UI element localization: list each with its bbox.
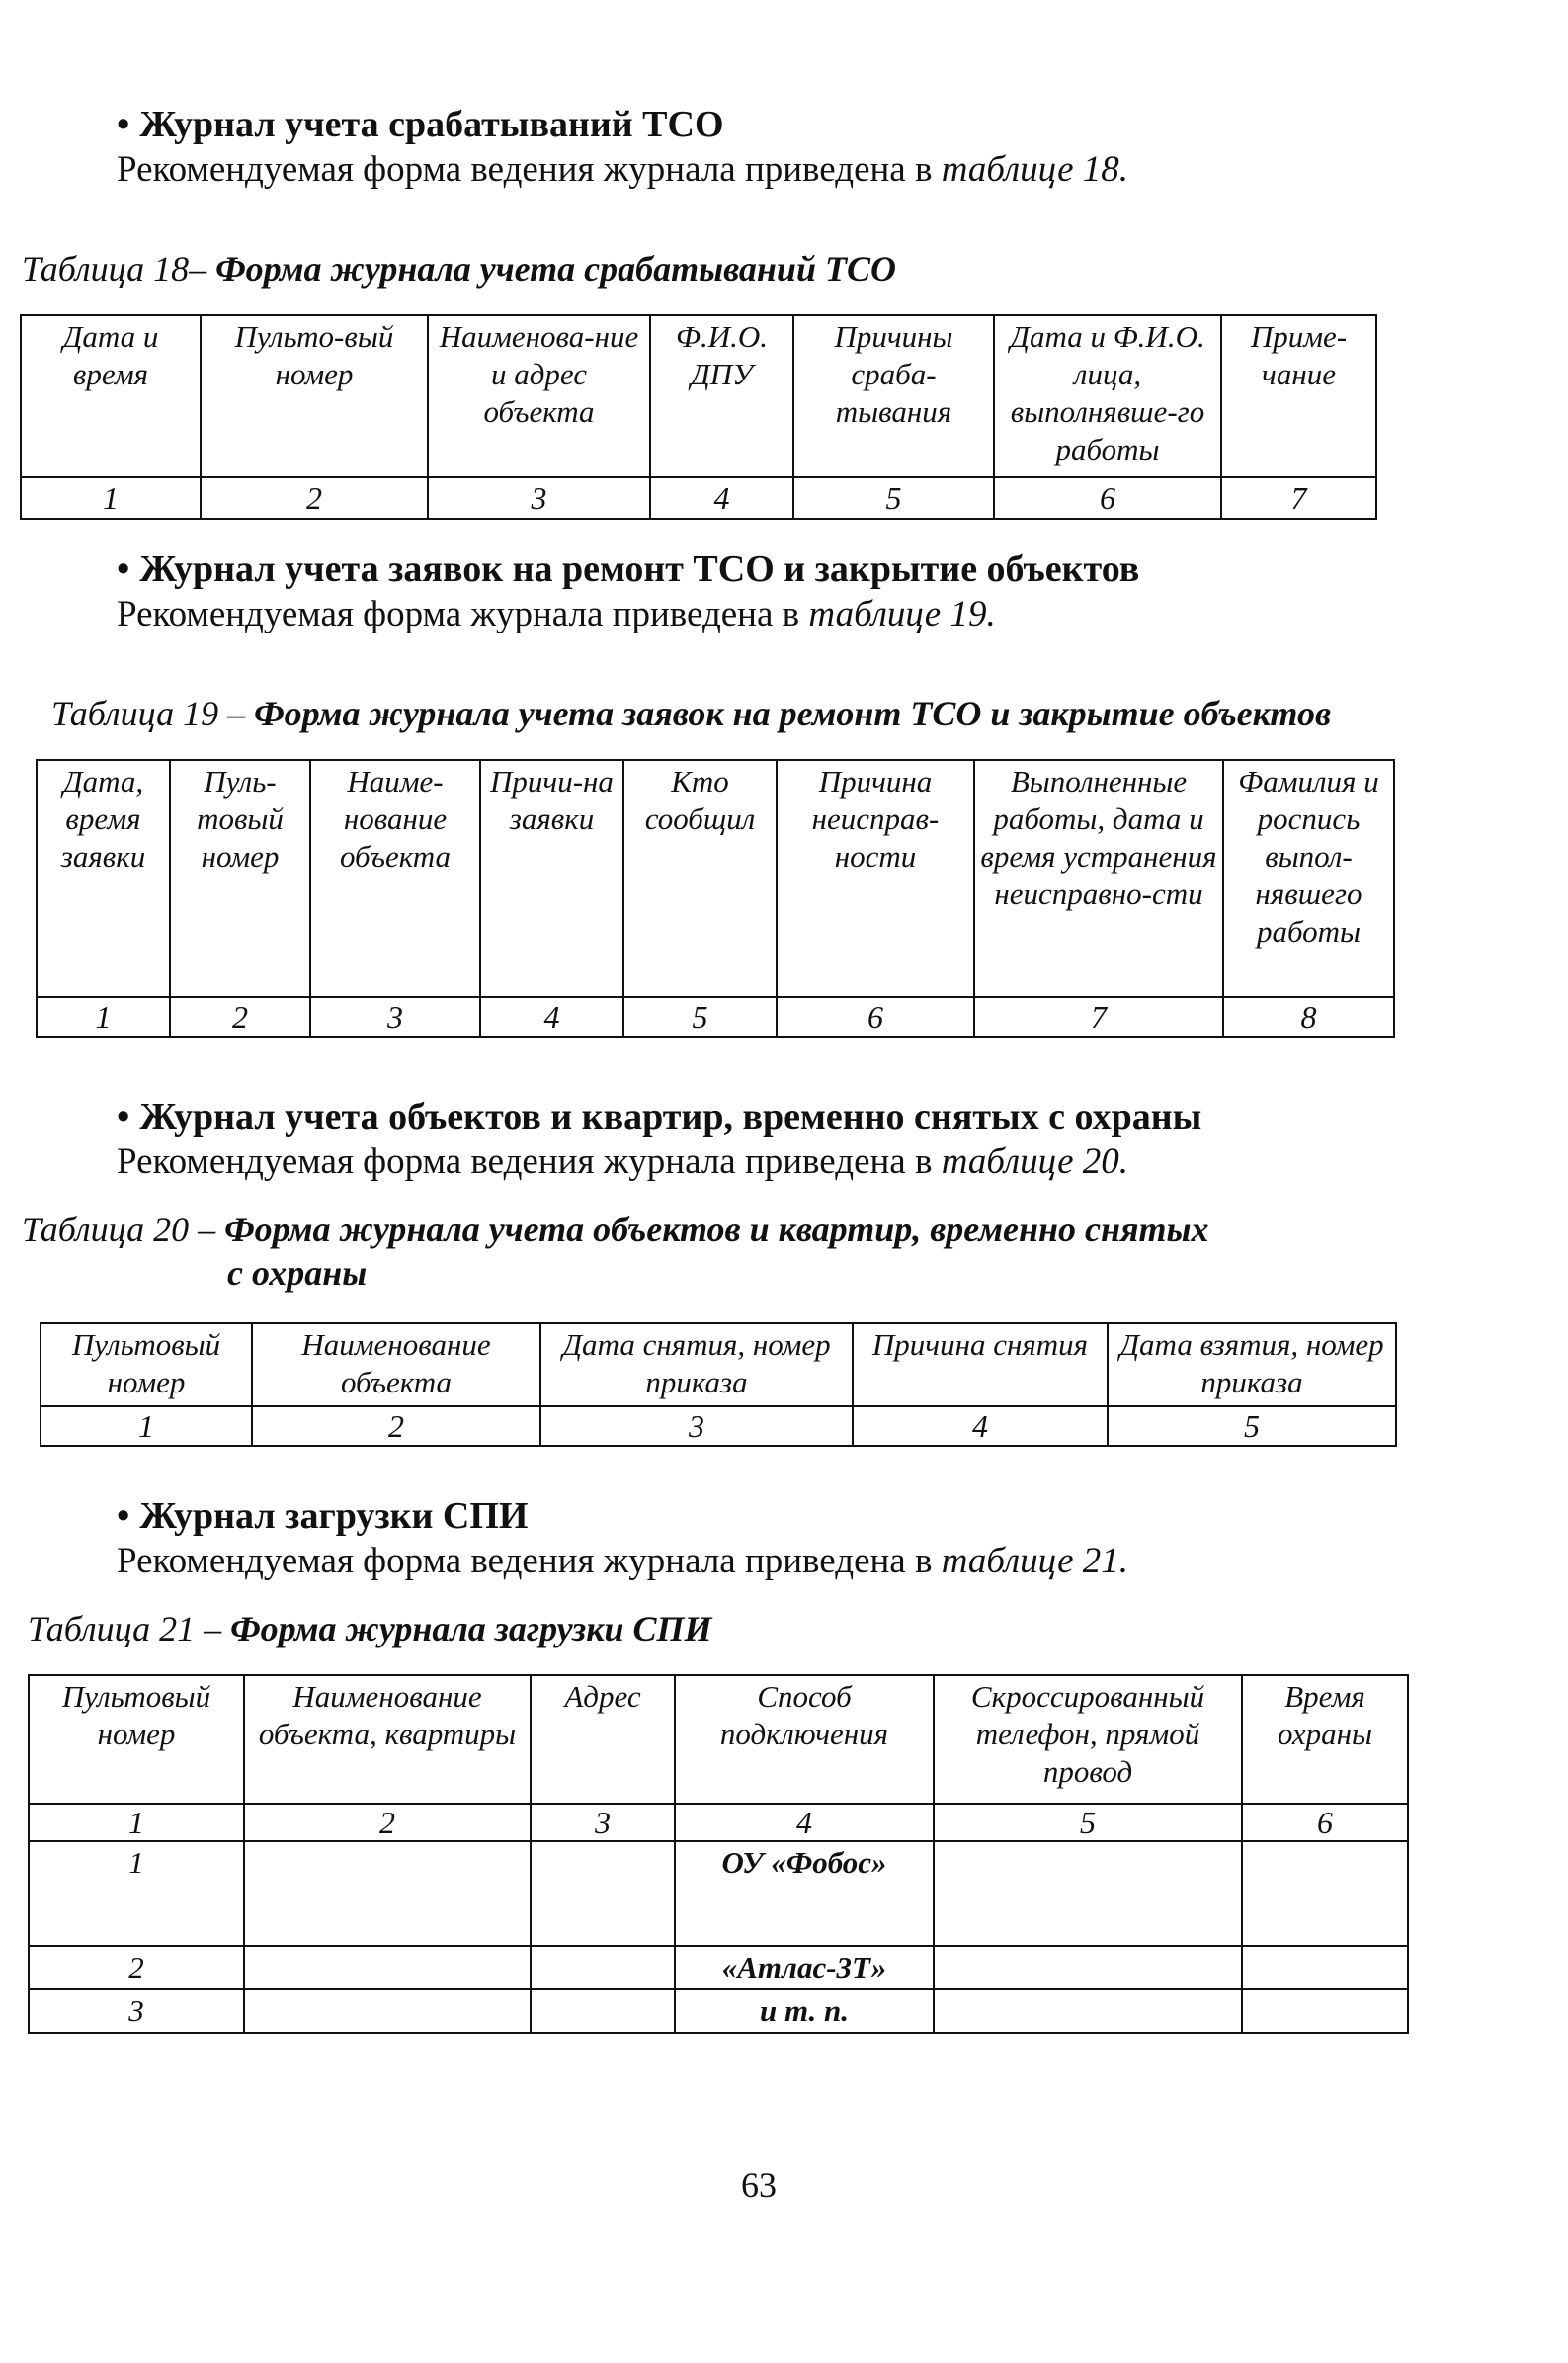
section-heading-4	[117, 1494, 528, 1538]
table-row	[29, 1946, 1408, 1989]
caption-label: Таблица 21 –	[28, 1609, 222, 1648]
table-reference: таблице 20.	[941, 1141, 1129, 1182]
intro-text: Рекомендуемая форма ведения журнала приведена в	[117, 1541, 942, 1581]
intro-text: Рекомендуемая форма ведения журнала приведена в	[117, 149, 942, 190]
column-number: 5	[934, 1804, 1242, 1841]
column-number: 7	[974, 997, 1223, 1037]
table-20	[40, 1322, 1397, 1447]
header-cell: Пульто-вый номер	[201, 315, 428, 477]
column-number: 5	[793, 477, 994, 519]
table-caption-20	[22, 1208, 1209, 1251]
column-number: 2	[201, 477, 428, 519]
column-number: 6	[994, 477, 1221, 519]
header-cell: Пуль-товый номер	[170, 760, 310, 997]
header-cell: Время охраны	[1242, 1675, 1408, 1804]
table-caption-21	[28, 1607, 711, 1650]
header-cell: Кто сообщил	[623, 760, 777, 997]
heading-text: Журнал учета заявок на ремонт ТСО и закрытие объектов	[139, 549, 1140, 590]
column-number: 4	[853, 1406, 1108, 1446]
header-cell: Пультовый номер	[41, 1323, 252, 1406]
table-18	[20, 314, 1377, 520]
heading-text: Журнал учета объектов и квартир, временно снятых с охраны	[139, 1096, 1202, 1138]
section-intro-3	[117, 1140, 1128, 1184]
header-cell: Дата, время заявки	[37, 760, 170, 997]
section-heading-2	[117, 548, 1139, 591]
connection-method: ОУ «Фобос»	[675, 1841, 934, 1946]
row-number: 1	[29, 1841, 244, 1946]
column-number: 3	[531, 1804, 675, 1841]
header-cell: Дата взятия, номер приказа	[1108, 1323, 1396, 1406]
table-reference: таблице 21.	[941, 1541, 1129, 1581]
header-cell: Причина неисправ-ности	[777, 760, 974, 997]
table-reference: таблице 18.	[941, 149, 1129, 190]
header-cell: Способ подключения	[675, 1675, 934, 1804]
column-number: 1	[41, 1406, 252, 1446]
header-cell: Выполненные работы, дата и время устранения неисправно-сти	[974, 760, 1223, 997]
column-number: 5	[623, 997, 777, 1037]
header-cell: Скроссированный телефон, прямой провод	[934, 1675, 1242, 1804]
heading-text: Журнал загрузки СПИ	[139, 1495, 529, 1537]
column-number: 6	[777, 997, 974, 1037]
column-number: 4	[480, 997, 623, 1037]
caption-title: Форма журнала учета объектов и квартир, временно снятых	[224, 1210, 1209, 1249]
row-number: 2	[29, 1946, 244, 1989]
row-number: 3	[29, 1989, 244, 2033]
caption-label: Таблица 18–	[22, 249, 207, 289]
header-cell: Приме-чание	[1221, 315, 1376, 477]
caption-title: Форма журнала учета срабатываний ТСО	[215, 249, 896, 289]
connection-method: «Атлас-3Т»	[675, 1946, 934, 1989]
caption-label: Таблица 20 –	[22, 1210, 216, 1249]
column-number: 4	[675, 1804, 934, 1841]
column-number: 3	[310, 997, 480, 1037]
table-caption-19	[51, 692, 1331, 735]
header-cell: Причина снятия	[853, 1323, 1108, 1406]
bullet-icon: •	[117, 104, 130, 145]
column-number: 7	[1221, 477, 1376, 519]
bullet-icon: •	[117, 1096, 130, 1138]
header-cell: Пультовый номер	[29, 1675, 244, 1804]
section-intro-1	[117, 148, 1128, 192]
page-number: 63	[741, 2165, 777, 2205]
caption-title: Форма журнала учета заявок на ремонт ТСО и закрытие объектов	[254, 694, 1332, 733]
table-row	[29, 1841, 1408, 1946]
column-number: 4	[650, 477, 793, 519]
column-number: 1	[29, 1804, 244, 1841]
column-number: 1	[21, 477, 201, 519]
empty-cell	[1242, 1989, 1408, 2033]
caption-title: с охраны	[227, 1253, 368, 1293]
table-reference: таблице 19.	[808, 594, 996, 634]
caption-label: Таблица 19 –	[51, 694, 246, 733]
header-cell: Фамилия и роспись выпол-нявшего работы	[1223, 760, 1394, 997]
empty-cell	[244, 1841, 531, 1946]
empty-cell	[244, 1946, 531, 1989]
header-cell: Наиме-нование объекта	[310, 760, 480, 997]
column-number: 5	[1108, 1406, 1396, 1446]
connection-method: и т. п.	[675, 1989, 934, 2033]
empty-cell	[934, 1946, 1242, 1989]
header-cell: Дата и Ф.И.О. лица, выполнявше-го работы	[994, 315, 1221, 477]
header-cell: Наименование объекта, квартиры	[244, 1675, 531, 1804]
section-intro-2	[117, 593, 996, 636]
section-heading-1	[117, 103, 724, 146]
header-cell: Причи-на заявки	[480, 760, 623, 997]
table-caption-18	[22, 247, 896, 291]
section-intro-4	[117, 1540, 1128, 1583]
header-cell: Наименование объекта	[252, 1323, 540, 1406]
table-19	[36, 759, 1395, 1038]
header-cell: Дата и время	[21, 315, 201, 477]
intro-text: Рекомендуемая форма ведения журнала приведена в	[117, 1141, 942, 1182]
column-number: 2	[170, 997, 310, 1037]
column-number: 1	[37, 997, 170, 1037]
column-number: 8	[1223, 997, 1394, 1037]
column-number: 6	[1242, 1804, 1408, 1841]
table-21	[28, 1674, 1409, 2034]
table-row	[29, 1989, 1408, 2033]
empty-cell	[531, 1946, 675, 1989]
empty-cell	[934, 1989, 1242, 2033]
header-cell: Дата снятия, номер приказа	[540, 1323, 853, 1406]
header-cell: Ф.И.О. ДПУ	[650, 315, 793, 477]
column-number: 3	[428, 477, 650, 519]
empty-cell	[1242, 1946, 1408, 1989]
table-caption-20-continued	[227, 1251, 367, 1295]
empty-cell	[531, 1841, 675, 1946]
column-number: 2	[244, 1804, 531, 1841]
column-number: 3	[540, 1406, 853, 1446]
empty-cell	[531, 1989, 675, 2033]
bullet-icon: •	[117, 1495, 130, 1537]
header-cell: Наименова-ние и адрес объекта	[428, 315, 650, 477]
empty-cell	[244, 1989, 531, 2033]
column-number: 2	[252, 1406, 540, 1446]
caption-title: Форма журнала загрузки СПИ	[230, 1609, 712, 1648]
empty-cell	[934, 1841, 1242, 1946]
header-cell: Адрес	[531, 1675, 675, 1804]
header-cell: Причины сраба-тывания	[793, 315, 994, 477]
intro-text: Рекомендуемая форма журнала приведена в	[117, 594, 809, 634]
heading-text: Журнал учета срабатываний ТСО	[139, 104, 724, 145]
empty-cell	[1242, 1841, 1408, 1946]
bullet-icon: •	[117, 549, 130, 590]
section-heading-3	[117, 1095, 1201, 1139]
